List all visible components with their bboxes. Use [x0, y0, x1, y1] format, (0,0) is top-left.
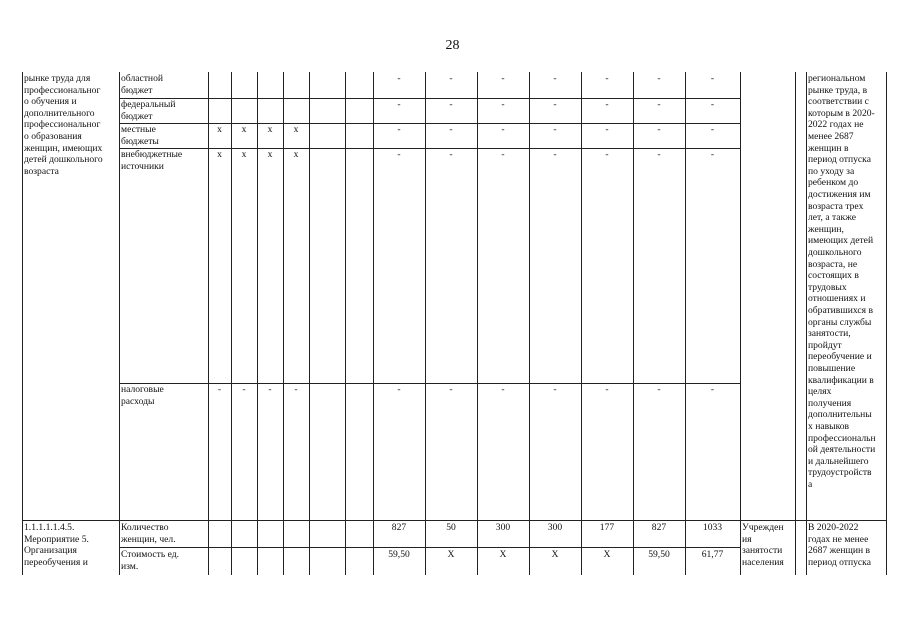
activity-name-cell: возраста [24, 165, 59, 177]
expected-result-cell: достижения им [808, 189, 871, 200]
activity-name-cell: Организация [24, 545, 77, 557]
activity-name-cell: детей дошкольного [24, 154, 103, 166]
expected-result-cell: обратившихся в [808, 305, 873, 316]
value-cell: - [710, 73, 715, 84]
value-cell: - [605, 149, 609, 160]
expected-result-cell: годах не менее [808, 533, 869, 545]
value-cell: - [397, 73, 401, 84]
expected-result-cell: занятости, [808, 328, 851, 340]
value-cell: - [553, 384, 557, 395]
expected-result-cell: органы службы [808, 316, 872, 328]
expected-result-cell: трудоустройств [808, 467, 872, 479]
value-cell: - [657, 124, 661, 135]
expected-result-cell: отношениях и [808, 293, 866, 305]
expected-result-cell: В 2020-2022 [808, 522, 859, 533]
value-cell: - [397, 149, 401, 160]
value-cell: - [449, 124, 453, 135]
expected-result-cell: 2687 женщин в [808, 545, 871, 557]
expected-result-cell: квалификации в [808, 374, 874, 386]
expected-result-cell: менее 2687 [808, 131, 854, 142]
expected-result-cell: лет, а также [808, 212, 856, 224]
funding-source-cell: налоговые [121, 384, 164, 395]
value-cell: - [501, 149, 505, 160]
expected-result-cell: ребенком до [808, 177, 859, 189]
funding-source-cell: расходы [121, 395, 155, 407]
activity-name-cell: о образования [24, 131, 82, 142]
expected-result-cell: соответствии с [808, 96, 869, 108]
value-cell: - [605, 124, 609, 135]
mark-cell: x [293, 124, 299, 135]
expected-result-cell: 2022 годах не [808, 119, 864, 131]
executor-cell: занятости [742, 545, 783, 557]
expected-result-cell: период отпуска [808, 154, 871, 166]
expected-result-cell: трудовых [808, 281, 847, 293]
value-cell: - [501, 124, 505, 135]
value-cell: 300 [547, 522, 563, 533]
expected-result-cell: целях [808, 386, 832, 398]
value-cell: - [397, 384, 401, 395]
mark-cell: x [241, 124, 247, 135]
funding-source-cell: местные [121, 124, 156, 135]
value-cell: - [605, 384, 609, 395]
value-cell: - [657, 99, 661, 110]
expected-result-cell: дополнительны [808, 409, 872, 421]
expected-result-cell: профессиональн [808, 432, 876, 444]
value-cell: 827 [651, 522, 667, 533]
activity-name-cell: профессиональног [24, 84, 101, 96]
mark-cell: x [217, 149, 222, 160]
value-cell: 300 [495, 522, 511, 533]
activity-name-cell: 1.1.1.1.1.4.5. [24, 522, 75, 533]
expected-result-cell: а [808, 479, 813, 490]
value-cell: - [710, 124, 715, 135]
activity-name-cell: женщин, имеющих [24, 142, 103, 154]
value-cell: - [605, 73, 609, 84]
value-cell: 177 [599, 522, 615, 533]
expected-result-cell: которым в 2020- [808, 107, 875, 119]
mark-cell: - [294, 384, 298, 395]
executor-cell: Учрежден [742, 522, 784, 533]
value-cell: X [551, 549, 559, 560]
expected-result-cell: х навыков [808, 421, 850, 432]
expected-result-cell: женщин в [808, 142, 849, 154]
mark-cell: - [242, 384, 246, 395]
funding-source-cell: источники [121, 160, 164, 172]
value-cell: - [397, 124, 401, 135]
value-cell: - [449, 384, 453, 395]
page-number: 28 [445, 38, 460, 53]
mark-cell: x [267, 149, 273, 160]
expected-result-cell: пройдут [808, 339, 842, 351]
executor-cell: населения [742, 556, 784, 568]
column-rule [806, 72, 807, 575]
value-cell: 1033 [702, 522, 723, 533]
value-cell: X [499, 549, 507, 560]
value-cell: - [449, 149, 453, 160]
activity-name-cell: профессиональног [24, 119, 101, 131]
value-cell: 827 [391, 522, 407, 533]
value-cell: - [553, 73, 557, 84]
value-cell: - [553, 124, 557, 135]
expected-result-cell: дошкольного [808, 247, 862, 258]
activity-name-cell: переобучения и [24, 556, 88, 568]
expected-result-cell: женщин, [808, 223, 844, 235]
expected-result-cell: имеющих детей [808, 235, 874, 247]
funding-source-cell: бюджет [121, 110, 153, 122]
value-cell: - [449, 73, 453, 84]
value-cell: - [657, 149, 661, 160]
expected-result-cell: и дальнейшего [808, 455, 869, 467]
expected-result-cell: получения [808, 397, 852, 409]
value-cell: - [449, 99, 453, 110]
value-cell: X [447, 549, 455, 560]
value-cell: 50 [446, 522, 456, 533]
indicator-label-cell: Количество [121, 522, 169, 533]
value-cell: X [603, 549, 611, 560]
value-cell: - [501, 73, 505, 84]
value-cell: - [710, 99, 715, 110]
value-cell: - [710, 149, 715, 160]
value-cell: - [657, 73, 661, 84]
expected-result-cell: по уходу за [808, 165, 855, 177]
column-rule [22, 72, 23, 575]
expected-result-cell: повышение [808, 363, 856, 374]
executor-cell: ия [742, 533, 752, 545]
mark-cell: x [217, 124, 222, 135]
indicator-label-cell: Стоимость ед. [121, 549, 180, 560]
expected-result-cell: состоящих в [808, 270, 859, 282]
column-rule [886, 72, 887, 575]
activity-name-cell: рынке труда для [24, 73, 91, 84]
activity-name-cell: о обучения и [24, 96, 77, 108]
value-cell: 61,77 [701, 549, 724, 560]
funding-source-cell: внебюджетные [121, 149, 183, 160]
value-cell: - [605, 99, 609, 110]
indicator-label-cell: женщин, чел. [121, 533, 176, 545]
value-cell: - [553, 99, 557, 110]
mark-cell: - [217, 384, 222, 395]
mark-cell: x [293, 149, 299, 160]
expected-result-cell: возраста, не [808, 258, 858, 270]
expected-result-cell: рынке труда, в [808, 84, 868, 96]
value-cell: 59,50 [388, 549, 410, 560]
program-table [22, 72, 886, 574]
mark-cell: - [268, 384, 272, 395]
value-cell: - [657, 384, 661, 395]
mark-cell: x [267, 124, 273, 135]
mark-cell: x [241, 149, 247, 160]
value-cell: - [553, 149, 557, 160]
funding-source-cell: федеральный [121, 99, 176, 110]
value-cell: - [501, 384, 505, 395]
expected-result-cell: период отпуска [808, 556, 871, 568]
expected-result-cell: переобучение и [808, 351, 872, 363]
value-cell: - [501, 99, 505, 110]
activity-name-cell: Мероприятие 5. [24, 533, 89, 545]
column-rule [795, 72, 796, 575]
expected-result-cell: региональном [808, 73, 866, 84]
indicator-label-cell: изм. [121, 560, 139, 572]
expected-result-cell: ой деятельности [808, 444, 876, 456]
funding-source-cell: областной [121, 73, 164, 84]
activity-name-cell: дополнительного [24, 107, 95, 119]
expected-result-cell: возраста трех [808, 200, 864, 212]
block-divider [22, 520, 887, 521]
row-rule [119, 547, 741, 548]
value-cell: 59,50 [648, 549, 670, 560]
value-cell: - [397, 99, 401, 110]
value-cell: - [710, 384, 715, 395]
funding-source-cell: бюджеты [121, 135, 159, 147]
funding-source-cell: бюджет [121, 84, 153, 96]
